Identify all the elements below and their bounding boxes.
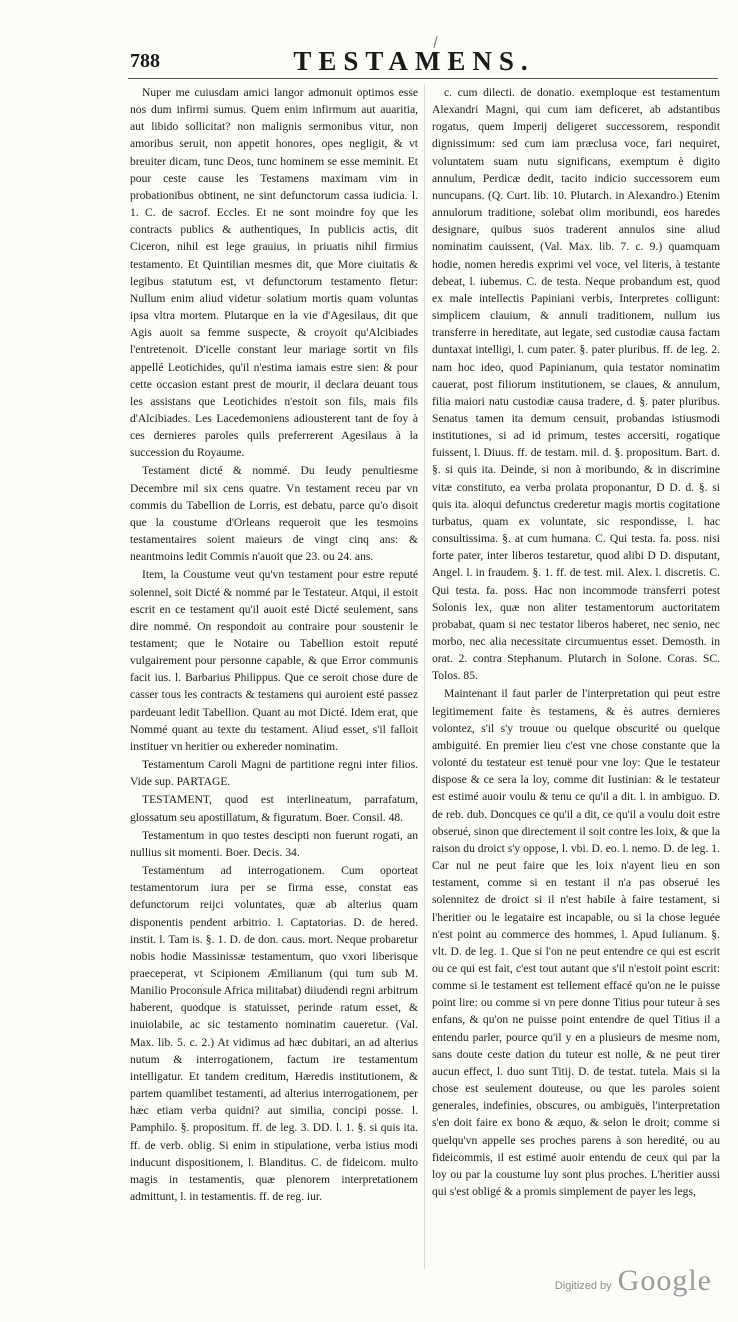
left-column [130, 84, 418, 1269]
paragraph: TESTAMENT, quod est interlineatum, parrafatum, glossatum seu apostillatum, & figuratum. Boer. Consil. 48. [130, 793, 418, 824]
paragraph: Item, la Coustume veut qu'vn testament pour estre reputé solennel, soit Dicté & nommé par le Testateur. Atqui, il estoit escrit en ce testament qu'il auoit esté Dicté seulement, sans dire nommé. On respondoit au contraire pour soustenir le testament; que le Notaire ou Tabellion estoit reputé vulgairement pour personne capable, & que Error communis facit ius. l. Barbarius Philippus. Que ce seroit chose dure de casser tous les contracts & testamens qui auroient esté passez pardeuant ledit Tabellion. Quant au mot Dicté. Idem erat, que Nommé quant au texte du testament. Aliud esset, s'il falloit instituer vn heritier ou exhereder nominatim. [130, 568, 418, 753]
digitization-watermark [555, 1264, 712, 1298]
right-column [432, 84, 720, 1269]
paragraph: Maintenant il faut parler de l'interpretation qui peut estre legitimement faite ès testamens, & ès autres dernieres volontez, s'il s'y trouue ou quelque obscurité ou quelque ambiguité. En premier lieu c'est vne chose constante que la volonté du testateur est tenuë pour vne loy: Que le testateur dispose & ce sera la loy, comme dit Iustinian: & le testateur est estimé auoir voulu & tenu ce qu'il a dit. l. in ambiguo. D. de reb. dub. Doncques ce qu'il a dit, ce qu'il a voulu doit estre obserué, sinon que directement il soit contre les loix, & que la raison du droict s'y oppose, l. vbi. D. eo. l. nemo. D. de leg. 1. Car nul ne peut faire que les loix n'ayent lieu en son testament, comme si en testant il n'a pas obserué les solennitez de droict si il n'est habile à faire testament, si l'heritier ou le legataire est incapable, ou si la chose leguée n'est point au commerce des hommes, l. Apud Iulianum. §. vlt. D. de leg. 1. Que si l'on ne peut entendre ce qui est escrit ou ce qui est fait, c'est tout autant que s'il n'estoit point escrit: comme si le testament est tellement effacé qu'on ne le puisse point lire: ou comme si vn pere donne Titius pour tuteur à ses enfans, & qu'on ne puisse point entendre de quel Titius il a entendu parler, pource qu'il y en a plusieurs de mesme nom, sans doute ceste dation du tuteur est nolle, & ne peut tirer aucun effect, l. duo sunt Titij. D. de testat. tutela. Mais si la chose est seulement douteuse, ou que les paroles soient generales, indefinies, obscures, ou ambiguës, l'interpretation s'en doit faire ex bono & æquo, & selon le droit; comme si quelqu'vn appelle ses proches parens à son heredité, ou au fideicommis, il est estimé auoir entendu de ceux qui par la loy ou par la coustume luy sont plus proches. L'heritier aussi qui s'est obligé & a promis simplement de payer les legs, [432, 687, 720, 1198]
column-gutter [424, 84, 425, 1269]
paragraph: Testamentum in quo testes descipti non fuerunt rogati, an nullius sit momenti. Boer. Decis. 34. [130, 828, 418, 859]
page-number: 788 [130, 50, 160, 72]
paragraph: Testamentum Caroli Magni de partitione regni inter filios. Vide sup. PARTAGE. [130, 758, 418, 789]
paragraph: Nuper me cuiusdam amici langor admonuit optimos esse nos dum infirmi sumus. Quem enim infirmum aut auaritia, aut libido sollicitat? non malignis sermonibus vitur, non amoribus seruit, non appetit honores, opes negligit, & vt breuiter dicam, tunc Deos, tunc hominem se esse meminit. Et pour ceste cause les Testamens maximam vim in probationibus obtinent, ne sint defunctorum cassa iudicia. l. 1. C. de sacrof. Eccles. Et ne sont moindre foy que les contracts publics & authentiques, In publicis actis, dit Ciceron, nihil est lege grauius, in priuatis nihil firmius testamento. Et Quintilian mesmes dit, que More ciuitatis & legibus statutum est, vt defunctorum testamento fletur: Nullum enim aliud videtur solatium mortis quam voluntas ipsa vltra mortem. Plutarque en la vie d'Agesilaus, dit que Agis auoit sa femme suspecte, & croyoit qu'Alcibiades l'entretenoit. D'icelle constant leur mariage sortit vn fils appellé Leotichides, qu'il n'estima iamais estre sien: & pour cette occasion estant prest de mourir, il declara deuant tous les assistans que Leotichides n'estoit son fils, mais fils d'Alcibiades. Les Lacedemoniens adiousterent tant de foy à ces dernieres paroles quils preferrerent Agesilaus à la succession du Royaume. [130, 86, 418, 460]
paragraph: Testamentum ad interrogationem. Cum oporteat testamentorum iura per se firma esse, constat eas defunctorum reijci voluntates, quæ ab alterius quam disponentis pendent arbitrio. l. Captatorias. D. de hered. instit. l. Tam is. §. 1. D. de don. caus. mort. Neque probaretur nobis hodie Massinissæ testamentum, quo vxori liberisque praeceperat, vt Scipionem Æmilianum (qui tum sub M. Manilio Proconsule Africa militabat) diiudendi regni arbitrum haberent, quodque is statuisset, perinde ratum esset, & inuiolabile, ac sic testamento nominatim caueretur. (Val. Max. lib. 5. c. 2.) At vidimus ad hæc dubitari, an ad alterius nutum & interrogationem, factum ire testamentum intelligatur. Et tandem creditum, Hæredis institutionem, & partem quamlibet testamenti, ad alterius interrogationem, per hæc etiam verba quidni? aut similia, concipi posse. l. Pamphilo. §. propositum. ff. de leg. 3. DD. l. 1. §. si quis ita. ff. de verb. oblig. Si enim in stipulatione, verba istius modi inducunt dispositionem, l. Blanditus. C. de fideicom. multo magis in testamentis, quæ plenorem interpretationem admittunt, l. in testamentis. ff. de reg. iur. [130, 864, 418, 1203]
paragraph: c. cum dilecti. de donatio. exemploque est testamentum Alexandri Magni, qui cum iam deficeret, ab adstantibus rogatus, quem Imperij deligeret successorem, respondit dignissimum: sed cum iam præclusa voce, fari nequiret, voluntatem suam nutu significans, exemptum è digito annulum, Perdicæ dedit, tacito indicio successorem eum nuncupans. (Q. Curt. lib. 10. Plutarch. in Alexandro.) Etenim annulorum traditione, solebat olim moribundi, eos haredes designare, quibus suos traderent annulos sine aliud nominatim cauissent, (Val. Max. lib. 7. c. 9.) quamquam hodie, nomen heredis exprimi vel voce, vel literis, à testante debeat, l. iubemus. C. de testa. Neque probandum est, quod ex male intellectis Papiniani verbis, Interpretes colligunt: simplicem clauium, & annuli traditionem, nullum ius transferre in hereditate, aut legate, sed custodiæ causa factam duntaxat intelligi, l. cum pater. §. pater pluribus. ff. de leg. 2. nam hoc ideo, quod Papinianum, quia testator nominatim cauerat, post filiorum institutionem, se claues, & annulum, filia maiori natu custodiæ causa tradere, d. §. pater pluribus. Senatus tamen ita demum censuit, probandas istiusmodi institutiones, si ad id primum, testes accersiti, rogatique fuissent, l. Diuus. ff. de testam. mil. d. §. propositum. Bart. d. §. si quis ita. Deinde, si non à moribundo, & in discrimine vitæ constituto, ea verba prolata proponantur, D D. d. §. si quis ita. aloqui defunctus crederetur magis mortis cogitatione turbatus, quam ex voluntate, sic respondisse, l. hac consultissima. §. at cum humana. C. Qui testa. fa. poss. nisi forte pater, inter liberos testaretur, quod alibi D D. disputant, Angel. l. in fraudem. §. 1. ff. de test. mil. Alex. l. discretis. C. Qui testa. fa. poss. Hac non incommode transferri potest Solonis lex, quæ non aliter testamentorum auctoritatem probabat, quam si nec testator liberos haberet, nec senio, nec morbo, nec alia necessitate circumuentus esset. Demosth. in orat. 2. contra Stephanum. Plutarch in Solone. Coras. SC. Tolos. 85. [432, 86, 720, 683]
watermark-logo: Google [617, 1264, 712, 1297]
running-head: TESTAMENS. [293, 46, 535, 76]
paragraph: Testament dicté & nommé. Du Ieudy penultiesme Decembre mil six cens quatre. Vn testament receu par vn commis du Tabellion de Lorris, est debatu, parce qu'o disoit que la coustume d'Orleans requeroit que les tesmoins testamentaires soient maieurs de vingt cinq ans: & neantmoins ledit Commis n'auoit que 23. ou 24. ans. [130, 464, 418, 564]
watermark-prefix: Digitized by [554, 1280, 612, 1292]
header-rule [128, 78, 718, 79]
page-header [120, 46, 708, 82]
